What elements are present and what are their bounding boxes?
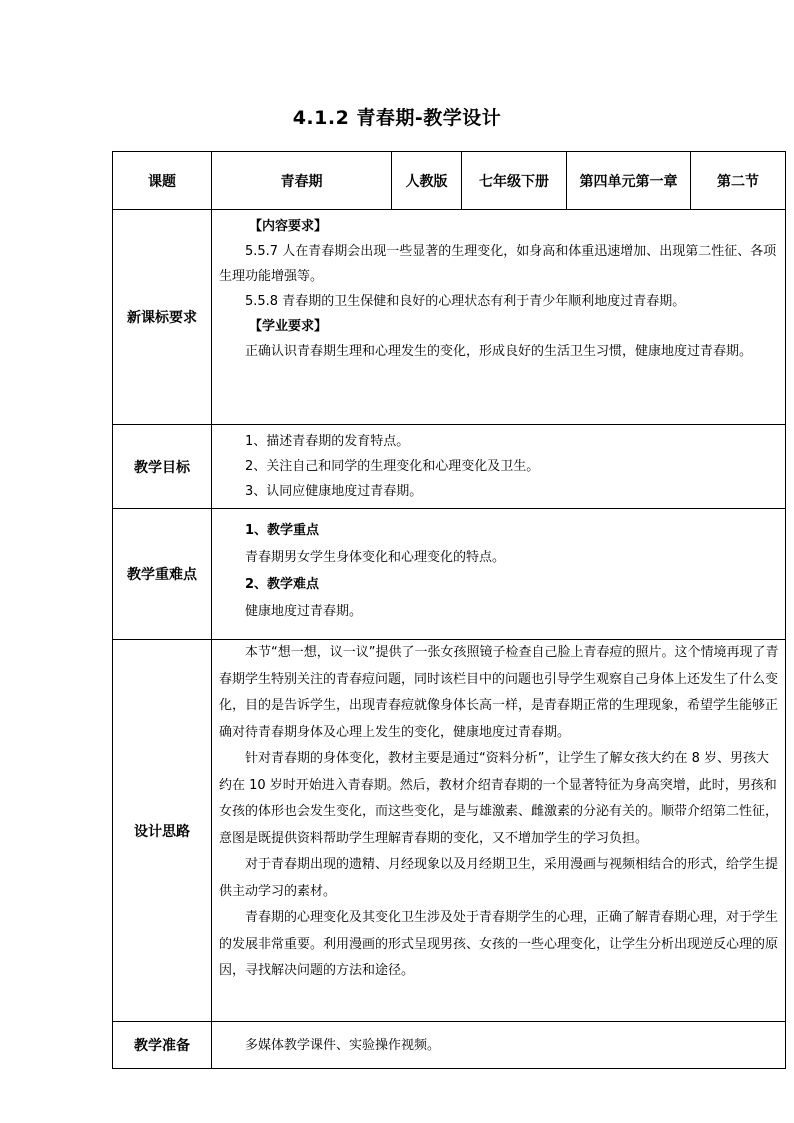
design-row [113,640,786,1022]
focus-heading: 1、教学重点 [245,523,320,538]
key-points-row [113,509,786,640]
document-title: 4.1.2 青春期-教学设计 [292,107,502,129]
objective-item-1: 1、描述青春期的发育特点。 [245,434,410,449]
academic-requirement: 正确认识青春期生理和心理发生的变化，形成良好的生活卫生习惯，健康地度过青春期。 [245,344,753,359]
key-points-content [212,509,786,640]
design-paragraph-1: 本节“想一想，议一议”提供了一张女孩照镜子检查自己脸上青春痘的照片。这个情境再现了青春期学生特别关注的青春痘问题，同时该栏目中的问题也引导学生观察自己身体上还发生了什么变化，目的是告诉学生，出现青春痘就像身体长高一样，是青春期正常的生理现象，希望学生能够正确对待青春期身体及心理上发生的变化，健康地度过青春期。 [219,645,779,740]
topic-label: 课题 [113,152,212,210]
difficulty-heading: 2、教学难点 [245,577,320,592]
preparation-label: 教学准备 [113,1022,212,1069]
standards-label: 新课标要求 [113,210,212,425]
difficulty-text: 健康地度过青春期。 [245,604,363,619]
standards-content [212,210,786,425]
standards-row [113,210,786,425]
standard-item-1: 5.5.7 人在青春期会出现一些显著的生理变化，如身高和体重迅速增加、出现第二性征、各项生理功能增强等。 [219,244,777,284]
academic-requirement-heading: 【学业要求】 [249,319,328,334]
objectives-content [212,425,786,509]
key-points-label: 教学重难点 [113,509,212,640]
objective-item-3: 3、认同应健康地度过青春期。 [245,484,423,499]
objectives-row [113,425,786,509]
preparation-text: 多媒体教学课件、实验操作视频。 [245,1037,441,1053]
edition-value: 人教版 [392,152,462,210]
design-paragraph-4: 青春期的心理变化及其变化卫生涉及处于青春期学生的心理，正确了解青春期心理，对于学生的发展非常重要。利用漫画的形式呈现男孩、女孩的一些心理变化，让学生分析出现逆反心理的原因，寻找解决问题的方法和途径。 [219,910,779,978]
objectives-label: 教学目标 [113,425,212,509]
topic-value: 青春期 [212,152,392,210]
design-label: 设计思路 [113,640,212,1022]
preparation-content [212,1022,786,1069]
unit-value: 第四单元第一章 [567,152,691,210]
design-paragraph-2: 针对青春期的身体变化，教材主要是通过“资料分析”，让学生了解女孩大约在 8 岁、男孩大约在 10 岁时开始进入青春期。然后，教材介绍青春期的一个显著特征为身高突增，此时，男孩和女孩的体形也会发生变化，而这些变化，是与雄激素、雌激素的分泌有关的。顺带介绍第二性征，意图是既提供资料帮助学生理解青春期的变化，又不增加学生的学习负担。 [219,751,779,846]
design-content [212,640,786,1022]
lesson-plan-table [112,151,786,1069]
section-value: 第二节 [691,152,786,210]
preparation-row [113,1022,786,1069]
standard-item-2: 5.5.8 青春期的卫生保健和良好的心理状态有利于青少年顺利地度过青春期。 [245,294,686,309]
header-row [113,152,786,210]
objective-item-2: 2、关注自己和同学的生理变化和心理变化及卫生。 [245,459,540,474]
design-paragraph-3: 对于青春期出现的遗精、月经现象以及月经期卫生，采用漫画与视频相结合的形式，给学生提供主动学习的素材。 [219,857,779,899]
focus-text: 青春期男女学生身体变化和心理变化的特点。 [245,550,506,565]
content-requirement-heading: 【内容要求】 [249,219,328,234]
grade-value: 七年级下册 [462,152,567,210]
